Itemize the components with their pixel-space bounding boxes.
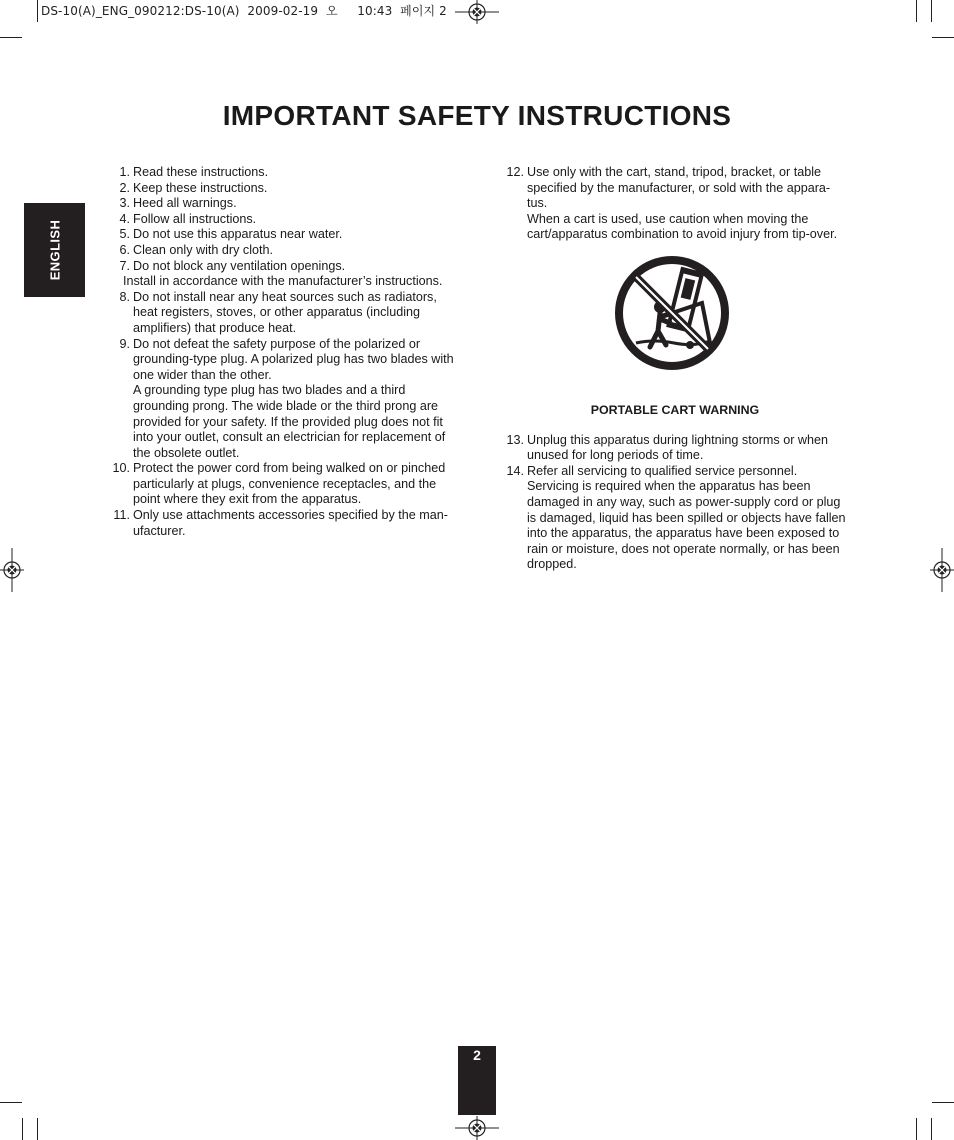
instruction-text	[130, 461, 458, 508]
page-number: 2	[473, 1047, 481, 1063]
instruction-text	[130, 181, 458, 197]
language-tab-label: ENGLISH	[47, 219, 62, 281]
instruction-item	[500, 433, 850, 464]
crop-mark	[22, 1118, 23, 1140]
instruction-number: 7.	[119, 258, 130, 273]
instruction-paragraph: Do not use this apparatus near water.	[133, 227, 343, 242]
instruction-number: 11.	[113, 508, 130, 523]
registration-mark-icon	[455, 1116, 499, 1140]
page-title: IMPORTANT SAFETY INSTRUCTIONS	[222, 100, 732, 131]
instruction-item	[106, 212, 458, 228]
page-number-tab	[458, 1046, 496, 1115]
instructions-left-column	[106, 165, 458, 539]
crop-mark	[916, 0, 917, 22]
instruction-paragraph: Follow all instructions.	[133, 211, 257, 226]
instruction-number: 1.	[119, 165, 130, 179]
crop-mark	[37, 0, 38, 22]
instruction-text	[524, 433, 850, 464]
crop-mark	[0, 37, 22, 38]
instruction-text	[130, 196, 458, 212]
instructions-right-column	[500, 165, 850, 573]
instruction-paragraph: Do not install near any heat sources such as radiators, heat registers, stoves, or other apparatus (including amplifiers) that produce heat.	[133, 289, 437, 335]
instruction-item	[500, 165, 850, 243]
instruction-text	[130, 259, 458, 275]
crop-mark	[932, 37, 954, 38]
instruction-text	[524, 464, 850, 573]
instruction-number: 12.	[506, 165, 524, 179]
instruction-paragraph: A grounding type plug has two blades and a third grounding prong. The wide blade or the third prong are provided for your safety. If the provided plug does not fit into your outlet, consult an electrician for replacement of the obsolete outlet.	[133, 383, 446, 460]
instruction-number: 5.	[119, 227, 130, 242]
instruction-paragraph: Only use attachments accessories specified by the man-ufacturer.	[133, 508, 448, 538]
instruction-text	[130, 227, 458, 243]
instruction-item	[106, 243, 458, 259]
instruction-paragraph: Unplug this apparatus during lightning storms or when unused for long periods of time.	[527, 432, 829, 463]
instruction-item	[106, 290, 458, 337]
instruction-number: 14.	[506, 463, 524, 478]
instruction-paragraph: Refer all servicing to qualified service personnel. Servicing is required when the apparatus has been damaged in any way, such as power-supply cord or plug is damaged, liquid has been spilled or objects have fallen into the apparatus, the apparatus have been exposed to rain or moisture, does not operate normally, or has been dropped.	[527, 463, 846, 572]
instruction-list	[106, 165, 458, 539]
instruction-item	[500, 464, 850, 573]
instruction-item	[106, 227, 458, 243]
instruction-item	[106, 337, 458, 462]
instruction-number: 6.	[119, 242, 130, 257]
instruction-paragraph: When a cart is used, use caution when moving the cart/apparatus combination to avoid injury from tip-over.	[527, 211, 838, 242]
instruction-item	[106, 181, 458, 197]
registration-mark-icon	[930, 548, 954, 592]
registration-mark-icon	[455, 0, 499, 24]
instruction-number: 10.	[112, 461, 130, 476]
registration-mark-icon	[0, 548, 24, 592]
instruction-number: 4.	[119, 211, 130, 226]
cart-warning-caption: PORTABLE CART WARNING	[590, 402, 760, 417]
instruction-item	[106, 508, 458, 539]
instruction-list	[500, 433, 850, 573]
crop-mark	[916, 1118, 917, 1140]
crop-mark	[37, 1118, 38, 1140]
instruction-number: 2.	[119, 180, 130, 195]
instruction-number: 8.	[119, 289, 130, 304]
crop-mark	[931, 1118, 932, 1140]
instruction-list	[500, 165, 850, 243]
crop-mark	[931, 0, 932, 22]
cart-tip-over-warning-icon	[614, 255, 730, 371]
print-header: DS-10(A)_ENG_090212:DS-10(A) 2009-02-19 오 10:43 페이지 2	[41, 4, 447, 18]
instruction-item	[106, 461, 458, 508]
crop-mark	[932, 1102, 954, 1103]
language-tab	[24, 203, 85, 297]
instruction-paragraph: Heed all warnings.	[133, 196, 237, 211]
instruction-text	[130, 290, 458, 337]
instruction-text	[524, 165, 850, 243]
instruction-number: 13.	[506, 432, 524, 447]
instruction-text	[130, 508, 458, 539]
instruction-item	[106, 165, 458, 181]
instruction-number: 3.	[119, 196, 130, 211]
instruction-paragraph: Keep these instructions.	[133, 180, 268, 195]
instruction-paragraph: Clean only with dry cloth.	[133, 242, 273, 257]
instruction-text	[130, 165, 458, 181]
instruction-item	[106, 259, 458, 275]
instruction-text	[130, 243, 458, 259]
instruction-note: Install in accordance with the manufacturer’s instructions.	[123, 274, 443, 289]
instruction-paragraph: Read these instructions.	[133, 165, 269, 179]
instruction-paragraph: Use only with the cart, stand, tripod, bracket, or table specified by the manufacturer, or sold with the appara-tus.	[527, 165, 831, 211]
crop-mark	[0, 1102, 22, 1103]
instruction-paragraph: Do not defeat the safety purpose of the polarized or grounding-type plug. A polarized plug has two blades with one wider than the other.	[133, 336, 454, 382]
instruction-item	[106, 196, 458, 212]
instruction-paragraph: Do not block any ventilation openings.	[133, 258, 346, 273]
instruction-number: 9.	[119, 336, 130, 351]
cart-warning-figure	[500, 253, 850, 403]
instruction-text	[130, 337, 458, 462]
instruction-paragraph: Protect the power cord from being walked on or pinched particularly at plugs, convenience receptacles, and the point where they exit from the apparatus.	[133, 461, 446, 507]
instruction-text	[130, 212, 458, 228]
